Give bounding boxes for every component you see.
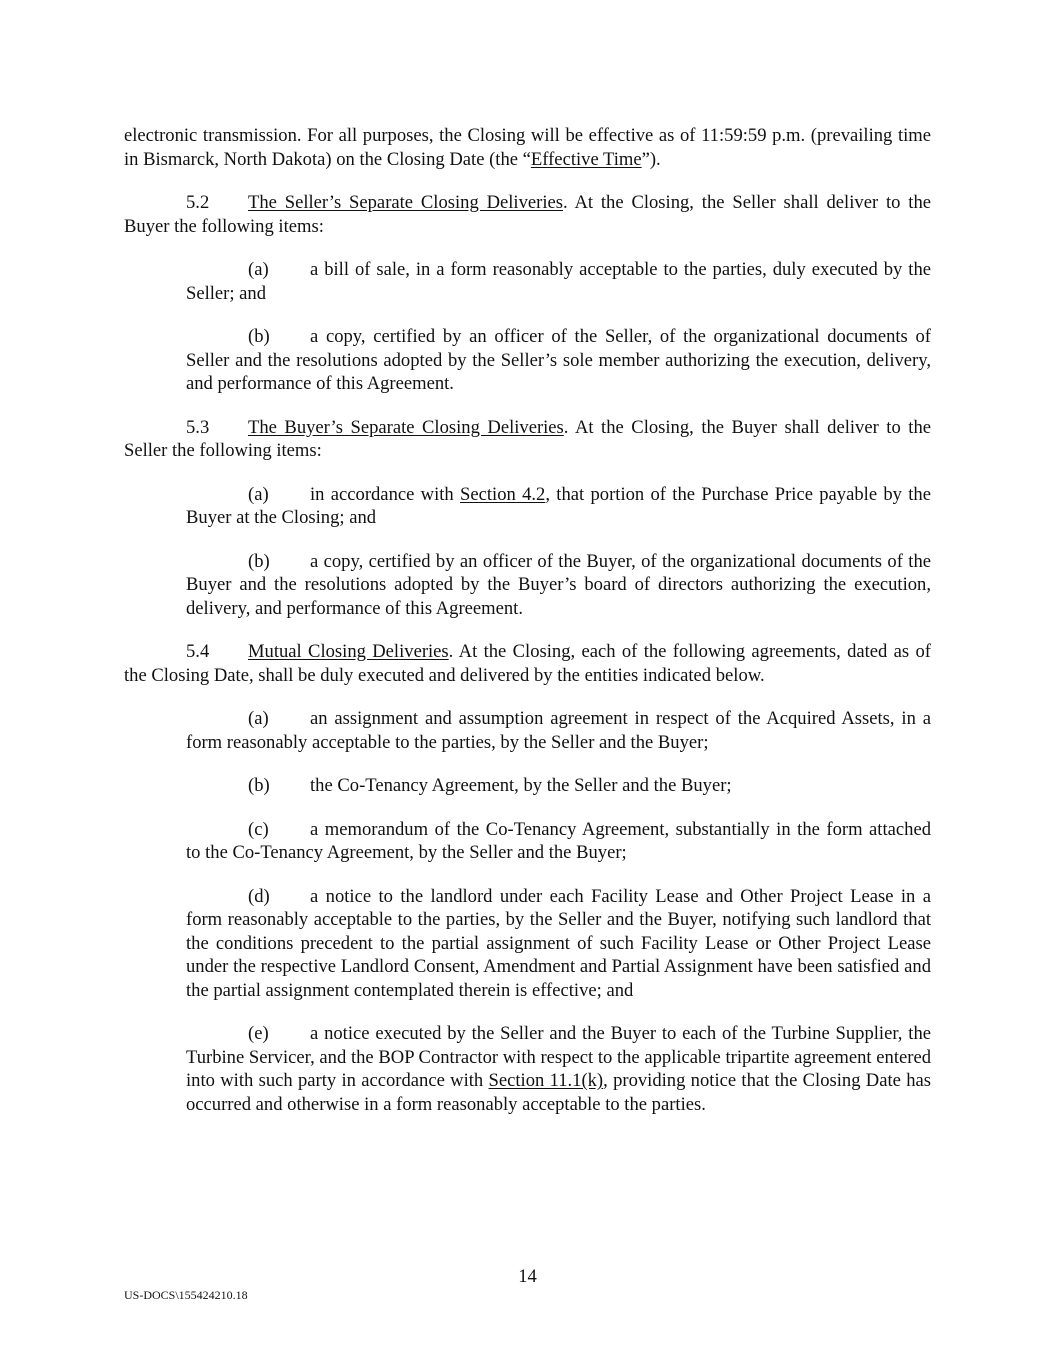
item-text: a memorandum of the Co-Tenancy Agreement, substantially in the form attached to the Co-Tenancy Agreement, by the Seller and the Buyer;	[186, 818, 931, 863]
item-text-b: , that portion of the Purchase Price payable by the Buyer at the Closing; and	[186, 483, 931, 528]
section-5-2	[124, 191, 931, 238]
section-5-4-e	[186, 1022, 931, 1116]
item-text: the Co-Tenancy Agreement, by the Seller and the Buyer;	[310, 775, 732, 796]
section-5-4	[124, 640, 931, 687]
item-label: (b)	[248, 775, 270, 796]
section-number: 5.3	[186, 416, 210, 438]
item-label: (e)	[248, 1023, 269, 1044]
defined-term-effective-time: Effective Time	[530, 148, 642, 170]
section-5-4-a	[186, 707, 931, 754]
item-text-a: a notice executed by the Seller and the Buyer to each of the Turbine Supplier, the Turbine Servicer, and the BOP Contractor with respect to the applicable tripartite agreement entered into with such party in accordance with	[186, 1023, 931, 1091]
item-text: a bill of sale, in a form reasonably acceptable to the parties, duly executed by the Seller; and	[186, 259, 931, 304]
item-text-a: in accordance with	[310, 483, 461, 505]
section-5-2-a	[186, 258, 931, 305]
item-text-b: , providing notice that the Closing Date has occurred and otherwise in a form reasonably acceptable to the parties.	[186, 1070, 931, 1115]
section-5-4-b	[186, 774, 931, 798]
section-text: . At the Closing, the Buyer shall deliver to the Seller the following items:	[124, 416, 931, 461]
section-heading: The Buyer’s Separate Closing Deliveries	[248, 416, 564, 438]
item-text: a copy, certified by an officer of the Seller, of the organizational documents of Seller and the resolutions adopted by the Seller’s sole member authorizing the execution, delivery, and performance of this Agreement.	[186, 326, 931, 394]
section-text: . At the Closing, the Seller shall deliver to the Buyer the following items:	[124, 192, 931, 237]
section-number: 5.4	[186, 641, 210, 662]
intro-text-b: ”).	[641, 148, 661, 170]
section-5-2-b	[186, 325, 931, 396]
item-text: an assignment and assumption agreement in respect of the Acquired Assets, in a form reasonably acceptable to the parties, by the Seller and the Buyer;	[186, 708, 931, 753]
section-5-3-b	[186, 550, 931, 621]
cross-reference-section-4-2: Section 4.2	[460, 483, 546, 505]
section-heading: The Seller’s Separate Closing Deliveries	[248, 192, 563, 213]
section-number: 5.2	[186, 192, 210, 213]
item-label: (a)	[248, 259, 269, 280]
section-text: . At the Closing, each of the following agreements, dated as of the Closing Date, shall be duly executed and delivered by the entities indicated below.	[124, 641, 931, 686]
intro-text-a: electronic transmission. For all purposes, the Closing will be effective as of 11:59:59 p.m. (prevailing time in Bismarck, North Dakota) on the Closing Date (the “	[124, 125, 931, 170]
item-label: (c)	[248, 818, 269, 840]
item-label: (d)	[248, 885, 270, 907]
item-label: (b)	[248, 550, 270, 572]
cross-reference-section-11-1-k: Section 11.1(k)	[488, 1070, 604, 1091]
section-5-3	[124, 416, 931, 463]
section-5-3-a	[186, 483, 931, 530]
item-label: (a)	[248, 483, 269, 505]
item-label: (a)	[248, 708, 269, 729]
page-number: 14	[518, 1266, 537, 1287]
document-page	[124, 124, 931, 1136]
intro-paragraph	[124, 124, 931, 171]
section-5-4-c	[186, 818, 931, 865]
item-label: (b)	[248, 326, 270, 347]
document-id: US-DOCS\155424210.18	[124, 1288, 248, 1302]
item-text: a copy, certified by an officer of the Buyer, of the organizational documents of the Buyer and the resolutions adopted by the Buyer’s board of directors authorizing the execution, delivery, and performance of this Agreement.	[186, 550, 931, 619]
section-5-4-d	[186, 885, 931, 1003]
section-heading: Mutual Closing Deliveries	[248, 641, 449, 662]
item-text: a notice to the landlord under each Facility Lease and Other Project Lease in a form reasonably acceptable to the parties, by the Seller and the Buyer, notifying such landlord that the conditions precedent to the partial assignment of such Facility Lease or Other Project Lease under the respective Landlord Consent, Amendment and Partial Assignment have been satisfied and the partial assignment contemplated therein is effective; and	[186, 885, 931, 1001]
